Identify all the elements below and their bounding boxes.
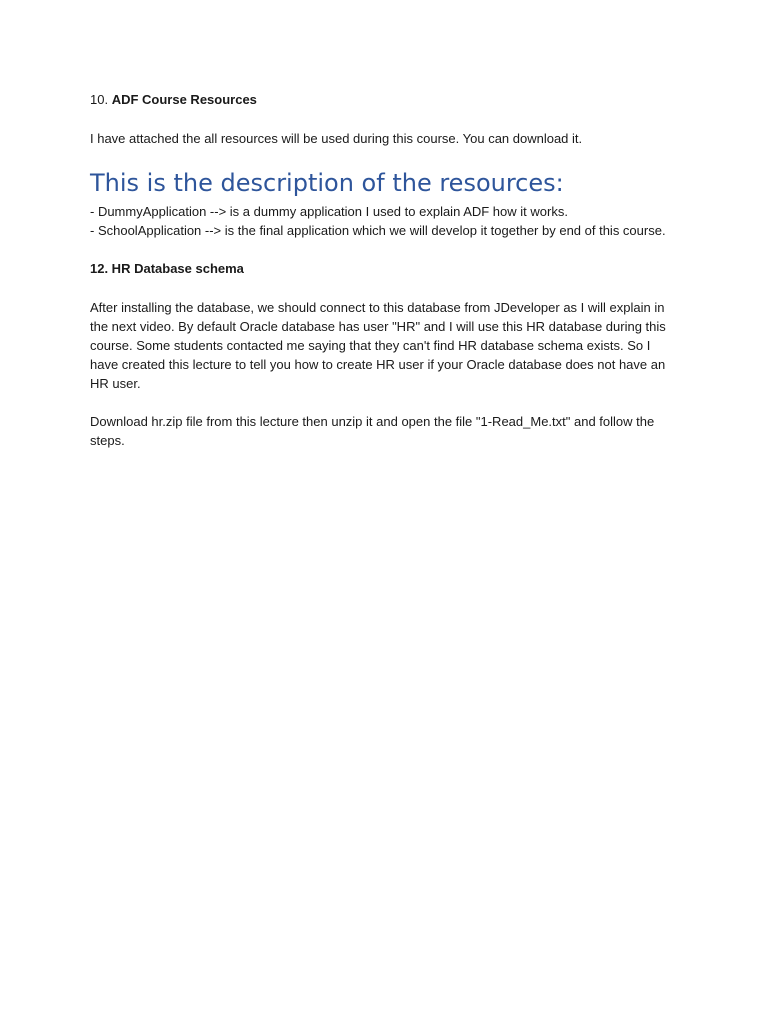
section-12-heading: 12. HR Database schema xyxy=(90,261,244,276)
section-10-title: ADF Course Resources xyxy=(111,92,257,107)
document-content xyxy=(90,90,682,450)
section-10-text: I have attached the all resources will be used during this course. You can download it. xyxy=(90,131,583,146)
resource-item-dummy: - DummyApplication --> is a dummy application I used to explain ADF how it works. xyxy=(90,204,568,219)
section-12-paragraph-1: After installing the database, we should connect to this database from JDeveloper as I will explain in the next video. By default Oracle database has user "HR" and I will use this HR database during this course. Some students contacted me saying that they can't find HR database schema exists. So I have created this lecture to tell you how to create HR user if your Oracle database does not have an HR user. xyxy=(90,300,666,391)
section-12-paragraph-2: Download hr.zip file from this lecture then unzip it and open the file "1-Read_Me.txt" and follow the steps. xyxy=(90,414,655,448)
section-10-number: 10. xyxy=(90,92,109,107)
resource-item-school: - SchoolApplication --> is the final application which we will develop it together by end of this course. xyxy=(90,223,666,238)
resources-heading: This is the description of the resources: xyxy=(90,169,564,197)
section-10-heading xyxy=(90,90,682,109)
